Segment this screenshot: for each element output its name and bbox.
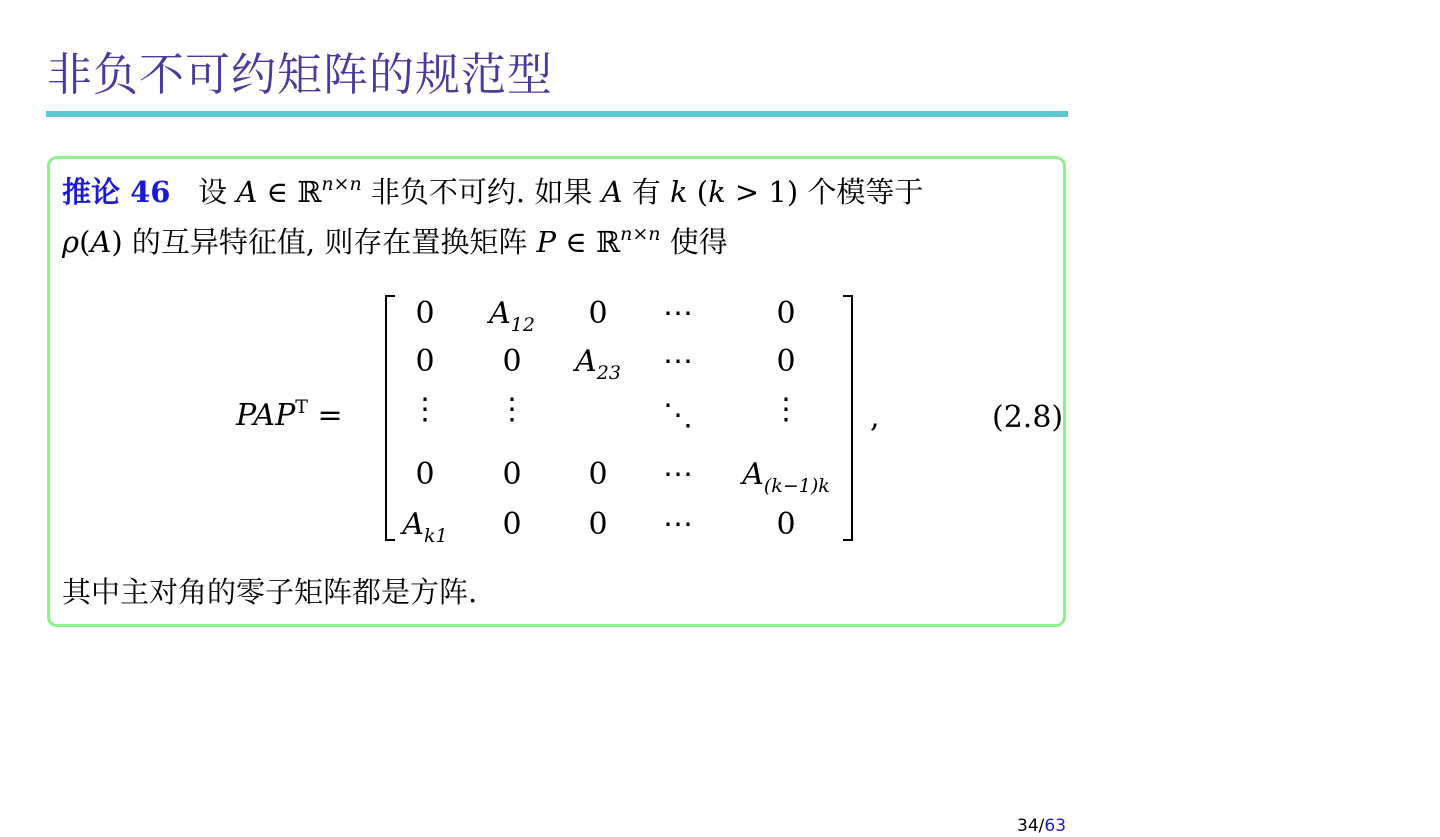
math-var: ρ — [62, 225, 80, 259]
text: ( — [79, 225, 91, 259]
matrix-cell: ⋮ — [771, 392, 801, 427]
transpose-sup: T — [295, 396, 308, 418]
matrix-cell: 0 — [776, 344, 796, 379]
theorem-label: 推论 46 — [62, 175, 171, 209]
matrix-cell: 0 — [415, 344, 435, 379]
math-var: A — [236, 175, 258, 209]
text: 设 — [198, 175, 228, 209]
theorem-line-1 — [62, 174, 923, 210]
matrix-cell: 0 — [588, 457, 608, 492]
matrix-cell: $A_{23}$ — [575, 344, 621, 384]
text: ) 的互异特征值, 则存在置换矩阵 — [111, 225, 537, 259]
page-title: 非负不可约矩阵的规范型 — [47, 48, 554, 101]
text: ( — [687, 175, 709, 209]
left-bracket — [385, 295, 395, 541]
page-number — [1017, 816, 1066, 836]
text: 使得 — [660, 225, 728, 259]
matrix-cell: $A_{12}$ — [489, 296, 535, 336]
math-var: A — [90, 225, 112, 259]
equation-comma: , — [870, 400, 880, 435]
math-sup: n×n — [620, 223, 661, 245]
title-underline — [46, 111, 1068, 117]
equation-number: (2.8) — [992, 400, 1064, 435]
equation-lhs — [236, 398, 343, 433]
matrix-cell: 0 — [776, 507, 796, 542]
theorem-conclusion: 其中主对角的零子矩阵都是方阵. — [62, 575, 478, 609]
page-total: 63 — [1044, 816, 1067, 836]
matrix-cell: 0 — [502, 344, 522, 379]
right-bracket — [843, 295, 853, 541]
matrix-cell: 0 — [776, 296, 796, 331]
matrix-cell: 0 — [502, 507, 522, 542]
math-var: A — [601, 175, 623, 209]
text: 非负不可约. 如果 — [361, 175, 602, 209]
matrix-cell: 0 — [415, 457, 435, 492]
math-expr: PAP — [236, 398, 296, 433]
matrix-cell: ⋮ — [497, 392, 527, 427]
page-sep: / — [1038, 816, 1045, 836]
math-var: k — [669, 175, 688, 209]
matrix-cell: $A_{(k-1)k}$ — [742, 457, 830, 497]
matrix-cell: ⋯ — [663, 457, 693, 492]
equals-sign: = — [307, 398, 343, 433]
matrix-cell: 0 — [588, 296, 608, 331]
matrix-cell: ⋯ — [663, 296, 693, 331]
matrix-cell: ⋯ — [663, 507, 693, 542]
text: 有 — [622, 175, 670, 209]
matrix-cell: 0 — [502, 457, 522, 492]
math-var: P — [536, 225, 557, 259]
matrix-cell: ⋱ — [663, 398, 693, 433]
matrix-cell: 0 — [415, 296, 435, 331]
matrix-cell: ⋮ — [410, 392, 440, 427]
matrix-cell: $A_{k1}$ — [402, 507, 448, 547]
math-set: ∈ ℝ — [257, 175, 322, 209]
matrix-cell: ⋯ — [663, 344, 693, 379]
text: > 1) 个模等于 — [725, 175, 924, 209]
theorem-line-2 — [62, 224, 728, 260]
math-set: ∈ ℝ — [556, 225, 621, 259]
matrix-cell: 0 — [588, 507, 608, 542]
math-var: k — [708, 175, 726, 209]
page-current: 34 — [1017, 816, 1039, 836]
math-sup: n×n — [321, 173, 362, 195]
